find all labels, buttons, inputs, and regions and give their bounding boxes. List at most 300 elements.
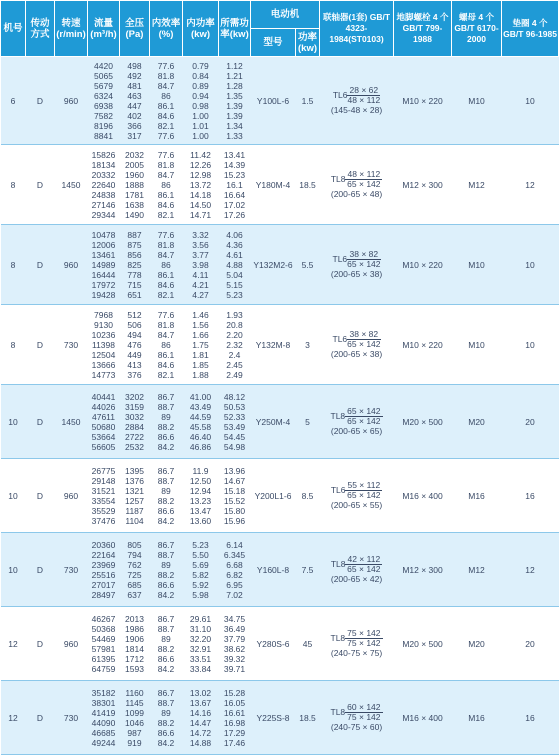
list-item: 4.27 [192, 289, 209, 300]
cell-nut: M16 [452, 681, 502, 755]
list-item: 54.98 [223, 441, 246, 452]
coupling-note: (145-48 × 28) [330, 105, 383, 115]
list-item: 11.42 [190, 149, 211, 160]
list-item: 5.23 [192, 539, 209, 550]
cell-pressure-list [120, 225, 150, 305]
coupling-numerator: 38 × 82 [347, 250, 380, 260]
list-item: 1.66 [192, 329, 209, 340]
coupling-fraction [345, 629, 382, 648]
cell-efficiency-list [150, 681, 183, 755]
list-item: 3.98 [192, 259, 209, 270]
list-item: 413 [127, 359, 142, 370]
list-item: 88.2 [157, 643, 175, 654]
cell-motor-power: 5.5 [296, 225, 320, 305]
list-item: 1.46 [192, 309, 209, 320]
cell-internal-power-list [183, 57, 219, 145]
list-item: 1.39 [226, 100, 243, 111]
header-bolt: 地脚螺栓 4 个 GB/T 799-1988 [394, 1, 452, 57]
list-item: 376 [127, 369, 142, 380]
spec-table-body [1, 57, 559, 755]
list-item: 825 [127, 259, 142, 270]
list-item: 82.1 [157, 289, 175, 300]
list-item: 1.75 [192, 339, 209, 350]
list-item: 498 [127, 60, 142, 71]
list-item: 86.6 [157, 579, 175, 590]
list-item: 1.34 [226, 120, 243, 131]
list-item: 88.7 [157, 697, 175, 708]
coupling-numerator: 48 × 112 [347, 169, 381, 179]
list-item: 1.93 [226, 309, 243, 320]
coupling-note: (240-75 × 75) [330, 648, 383, 658]
list-item: 46267 [91, 613, 116, 624]
table-row [1, 459, 559, 533]
cell-internal-power-list [183, 607, 219, 681]
list-item: 5.23 [226, 289, 243, 300]
cell-nut: M12 [452, 533, 502, 607]
list-item: 0.79 [192, 60, 209, 71]
list-item: 14.67 [223, 475, 246, 486]
list-item: 88.2 [157, 421, 175, 432]
coupling-prefix: TL8 [330, 173, 346, 184]
list-item: 86 [161, 259, 171, 270]
list-item: 35529 [91, 505, 116, 516]
list-item: 4.06 [226, 229, 243, 240]
list-item: 14.72 [189, 727, 212, 738]
list-item: 15.80 [223, 505, 246, 516]
cell-flow-list [88, 57, 120, 145]
cell-washer: 10 [502, 225, 559, 305]
list-item: 15.52 [223, 495, 246, 506]
list-item: 77.6 [157, 309, 175, 320]
cell-efficiency-list [150, 57, 183, 145]
cell-bolt: M16 × 400 [394, 681, 452, 755]
list-item: 6.82 [226, 569, 243, 580]
cell-model: 8 [1, 305, 26, 385]
cell-motor-type: Y280S-6 [251, 607, 296, 681]
table-row [1, 145, 559, 225]
list-item: 4.21 [192, 279, 209, 290]
cell-washer: 12 [502, 533, 559, 607]
list-item: 27017 [91, 579, 116, 590]
list-item: 53664 [91, 431, 116, 442]
list-item: 1.39 [226, 110, 243, 121]
coupling-note: (240-75 × 60) [330, 722, 383, 732]
coupling-fraction [345, 703, 382, 722]
cell-pressure-list [120, 459, 150, 533]
coupling-denominator: 65 × 142 [347, 564, 381, 574]
cell-drive: D [26, 533, 55, 607]
coupling-denominator: 65 × 142 [347, 259, 381, 269]
list-item: 4.11 [192, 269, 209, 280]
list-item: 13.72 [189, 179, 212, 190]
coupling-numerator: 60 × 142 [347, 702, 381, 712]
list-item: 0.94 [192, 90, 209, 101]
cell-required-power-list [219, 225, 251, 305]
list-item: 15.96 [223, 515, 246, 526]
list-item: 12.26 [189, 159, 212, 170]
list-item: 24838 [91, 189, 116, 200]
list-item: 28497 [91, 589, 116, 600]
list-item: 1.88 [192, 369, 209, 380]
list-item: 16.98 [223, 717, 246, 728]
cell-bolt: M10 × 220 [394, 57, 452, 145]
table-row [1, 305, 559, 385]
cell-speed: 960 [55, 57, 88, 145]
list-item: 84.7 [157, 329, 175, 340]
list-item: 6324 [94, 90, 113, 101]
list-item: 5.98 [192, 589, 209, 600]
list-item: 37.79 [223, 633, 246, 644]
coupling-denominator: 65 × 142 [347, 490, 381, 500]
list-item: 16.1 [226, 179, 243, 190]
list-item: 794 [127, 549, 142, 560]
list-item: 86.1 [157, 269, 175, 280]
coupling-prefix: TL6 [332, 253, 348, 264]
list-item: 88.7 [157, 401, 175, 412]
list-item: 778 [127, 269, 142, 280]
cell-model: 10 [1, 533, 26, 607]
list-item: 20332 [91, 169, 116, 180]
list-item: 50.53 [223, 401, 246, 412]
list-item: 3.56 [192, 239, 209, 250]
list-item: 46.40 [189, 431, 212, 442]
list-item: 5.15 [226, 279, 243, 290]
list-item: 84.6 [157, 110, 175, 121]
header-efficiency: 内效率(%) [150, 1, 183, 57]
list-item: 82.1 [157, 209, 175, 220]
list-item: 447 [127, 100, 142, 111]
list-item: 82.1 [157, 369, 175, 380]
coupling-denominator: 75 × 142 [347, 638, 381, 648]
list-item: 1187 [125, 505, 144, 516]
list-item: 1257 [125, 495, 144, 506]
list-item: 14.88 [189, 737, 212, 748]
list-item: 13.41 [223, 149, 246, 160]
list-item: 3159 [125, 401, 144, 412]
list-item: 805 [127, 539, 142, 550]
list-item: 987 [127, 727, 142, 738]
list-item: 34.75 [223, 613, 246, 624]
list-item: 44026 [91, 401, 116, 412]
list-item: 14.50 [189, 199, 212, 210]
cell-flow-list [88, 225, 120, 305]
list-item: 14.47 [189, 717, 212, 728]
list-item: 3202 [125, 391, 144, 402]
coupling-numerator: 28 × 62 [347, 86, 380, 96]
list-item: 86.1 [157, 349, 175, 360]
table-row [1, 533, 559, 607]
cell-drive: D [26, 681, 55, 755]
cell-motor-power: 3 [296, 305, 320, 385]
coupling-denominator: 48 × 112 [347, 95, 381, 105]
cell-pressure-list [120, 305, 150, 385]
list-item: 89 [161, 559, 171, 570]
cell-flow-list [88, 459, 120, 533]
list-item: 651 [127, 289, 142, 300]
list-item: 5.69 [192, 559, 209, 570]
list-item: 13666 [91, 359, 116, 370]
list-item: 15.23 [223, 169, 246, 180]
list-item: 33.84 [189, 663, 212, 674]
list-item: 53.49 [223, 421, 246, 432]
list-item: 14773 [91, 369, 116, 380]
list-item: 17.29 [223, 727, 246, 738]
list-item: 1814 [125, 643, 144, 654]
list-item: 481 [127, 80, 142, 91]
cell-efficiency-list [150, 305, 183, 385]
cell-internal-power-list [183, 385, 219, 459]
list-item: 7968 [94, 309, 113, 320]
list-item: 45.58 [189, 421, 212, 432]
coupling-prefix: TL6 [332, 89, 348, 100]
list-item: 89 [161, 485, 171, 496]
cell-washer: 10 [502, 305, 559, 385]
list-item: 1.33 [226, 130, 243, 141]
list-item: 84.6 [157, 279, 175, 290]
list-item: 84.2 [157, 589, 175, 600]
list-item: 13.23 [189, 495, 212, 506]
list-item: 13.47 [189, 505, 212, 516]
cell-required-power-list [219, 533, 251, 607]
list-item: 14.18 [189, 189, 212, 200]
list-item: 16.64 [223, 189, 246, 200]
list-item: 15.28 [223, 687, 246, 698]
list-item: 1.12 [226, 60, 243, 71]
header-coupling: 联轴器(1套) GB/T 4323-1984(ST0103) [320, 1, 394, 57]
cell-coupling [320, 385, 394, 459]
list-item: 1490 [125, 209, 144, 220]
list-item: 8196 [94, 120, 113, 131]
list-item: 366 [127, 120, 142, 131]
list-item: 84.2 [157, 515, 175, 526]
cell-flow-list [88, 145, 120, 225]
list-item: 1.56 [192, 319, 209, 330]
cell-coupling [320, 57, 394, 145]
cell-required-power-list [219, 681, 251, 755]
list-item: 887 [127, 229, 142, 240]
list-item: 36.49 [223, 623, 246, 634]
header-required-power: 所需功率(kw) [219, 1, 251, 57]
list-item: 23969 [91, 559, 116, 570]
cell-motor-power: 8.5 [296, 459, 320, 533]
cell-nut: M10 [452, 225, 502, 305]
list-item: 10236 [91, 329, 116, 340]
cell-drive: D [26, 607, 55, 681]
list-item: 1593 [125, 663, 144, 674]
header-internal-power: 内功率(kw) [183, 1, 219, 57]
list-item: 86.1 [157, 189, 175, 200]
list-item: 84.2 [157, 441, 175, 452]
cell-motor-power: 45 [296, 607, 320, 681]
cell-washer: 20 [502, 385, 559, 459]
list-item: 41419 [91, 707, 116, 718]
cell-required-power-list [219, 57, 251, 145]
list-item: 84.7 [157, 249, 175, 260]
list-item: 50680 [91, 421, 116, 432]
list-item: 54469 [91, 633, 116, 644]
list-item: 1906 [125, 633, 144, 644]
list-item: 0.98 [192, 100, 209, 111]
cell-motor-type: Y100L-6 [251, 57, 296, 145]
list-item: 2.4 [228, 349, 241, 360]
list-item: 37476 [91, 515, 116, 526]
list-item: 43.49 [189, 401, 212, 412]
cell-efficiency-list [150, 225, 183, 305]
list-item: 3032 [125, 411, 144, 422]
list-item: 27146 [91, 199, 116, 210]
table-row [1, 385, 559, 459]
cell-bolt: M16 × 400 [394, 459, 452, 533]
list-item: 32.20 [189, 633, 212, 644]
list-item: 38301 [91, 697, 116, 708]
coupling-prefix: TL8 [330, 410, 346, 421]
cell-nut: M20 [452, 607, 502, 681]
list-item: 47611 [91, 411, 115, 422]
header-model: 机号 [1, 1, 26, 57]
list-item: 1986 [125, 623, 144, 634]
list-item: 86 [161, 339, 171, 350]
list-item: 476 [127, 339, 142, 350]
list-item: 14.39 [223, 159, 246, 170]
list-item: 84.2 [157, 663, 175, 674]
list-item: 6.95 [226, 579, 243, 590]
list-item: 22164 [91, 549, 116, 560]
list-item: 89 [161, 707, 171, 718]
cell-drive: D [26, 225, 55, 305]
list-item: 84.7 [157, 80, 175, 91]
list-item: 0.89 [192, 80, 209, 91]
list-item: 44.59 [189, 411, 212, 422]
cell-speed: 960 [55, 225, 88, 305]
cell-motor-type: Y180M-4 [251, 145, 296, 225]
cell-efficiency-list [150, 145, 183, 225]
list-item: 5.50 [192, 549, 209, 560]
coupling-numerator: 55 × 112 [347, 480, 381, 490]
list-item: 88.2 [157, 495, 175, 506]
cell-bolt: M20 × 500 [394, 607, 452, 681]
list-item: 1.35 [226, 90, 243, 101]
list-item: 463 [127, 90, 142, 101]
list-item: 4.36 [226, 239, 243, 250]
list-item: 12.98 [189, 169, 212, 180]
list-item: 48.12 [223, 391, 246, 402]
list-item: 1.00 [192, 130, 209, 141]
cell-drive: D [26, 305, 55, 385]
list-item: 1145 [125, 697, 144, 708]
cell-required-power-list [219, 305, 251, 385]
cell-speed: 730 [55, 681, 88, 755]
list-item: 1712 [125, 653, 144, 664]
cell-pressure-list [120, 607, 150, 681]
list-item: 20360 [91, 539, 116, 550]
cell-coupling [320, 145, 394, 225]
list-item: 84.2 [157, 737, 175, 748]
coupling-prefix: TL6 [330, 484, 346, 495]
cell-motor-power: 18.5 [296, 145, 320, 225]
list-item: 14.71 [189, 209, 212, 220]
coupling-denominator: 65 × 142 [347, 339, 381, 349]
cell-model: 10 [1, 459, 26, 533]
coupling-note: (200-65 × 65) [330, 426, 383, 436]
cell-motor-type: Y225S-8 [251, 681, 296, 755]
list-item: 77.6 [157, 60, 175, 71]
coupling-note: (200-65 × 55) [330, 500, 383, 510]
list-item: 1104 [125, 515, 144, 526]
list-item: 2532 [125, 441, 144, 452]
list-item: 84.6 [157, 199, 175, 210]
list-item: 49244 [91, 737, 116, 748]
list-item: 17.02 [223, 199, 246, 210]
coupling-fraction [345, 170, 382, 189]
list-item: 38.62 [223, 643, 246, 654]
cell-pressure-list [120, 385, 150, 459]
list-item: 89 [161, 633, 171, 644]
list-item: 39.32 [223, 653, 246, 664]
coupling-fraction [347, 86, 380, 105]
list-item: 492 [127, 70, 142, 81]
list-item: 1376 [125, 475, 144, 486]
list-item: 637 [127, 589, 142, 600]
cell-coupling [320, 459, 394, 533]
cell-speed: 1450 [55, 385, 88, 459]
list-item: 31.10 [189, 623, 212, 634]
cell-model: 10 [1, 385, 26, 459]
list-item: 77.6 [157, 130, 175, 141]
list-item: 6.345 [223, 549, 246, 560]
cell-motor-power: 18.5 [296, 681, 320, 755]
cell-nut: M16 [452, 459, 502, 533]
cell-motor-type: Y160L-8 [251, 533, 296, 607]
list-item: 12.50 [189, 475, 212, 486]
cell-nut: M20 [452, 385, 502, 459]
list-item: 1.81 [192, 349, 209, 360]
list-item: 29148 [91, 475, 116, 486]
list-item: 2.32 [226, 339, 243, 350]
list-item: 919 [127, 737, 142, 748]
list-item: 19428 [91, 289, 116, 300]
list-item: 506 [127, 319, 142, 330]
list-item: 32.91 [189, 643, 212, 654]
list-item: 715 [127, 279, 142, 290]
cell-coupling [320, 607, 394, 681]
coupling-denominator: 65 × 142 [347, 179, 381, 189]
list-item: 4420 [94, 60, 113, 71]
cell-internal-power-list [183, 533, 219, 607]
list-item: 5679 [94, 80, 113, 91]
list-item: 875 [127, 239, 142, 250]
table-row [1, 607, 559, 681]
coupling-fraction [347, 330, 380, 349]
list-item: 41.00 [189, 391, 212, 402]
list-item: 88.2 [157, 717, 175, 728]
list-item: 88.7 [157, 623, 175, 634]
list-item: 54.45 [223, 431, 246, 442]
cell-coupling [320, 533, 394, 607]
cell-internal-power-list [183, 145, 219, 225]
list-item: 1638 [125, 199, 144, 210]
coupling-numerator: 65 × 142 [347, 406, 381, 416]
list-item: 15.18 [223, 485, 246, 496]
list-item: 86 [161, 179, 171, 190]
list-item: 2.49 [226, 369, 243, 380]
list-item: 494 [127, 329, 142, 340]
list-item: 84.6 [157, 359, 175, 370]
cell-efficiency-list [150, 533, 183, 607]
list-item: 13.02 [189, 687, 212, 698]
cell-flow-list [88, 385, 120, 459]
list-item: 512 [127, 309, 142, 320]
cell-pressure-list [120, 533, 150, 607]
